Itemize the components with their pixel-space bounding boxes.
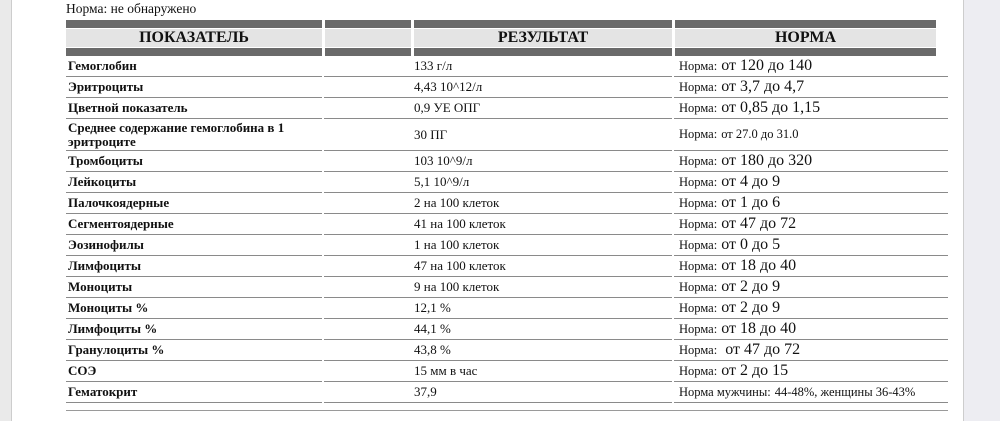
- norm-prefix: Норма:: [679, 300, 718, 315]
- result-cell: [324, 151, 672, 172]
- indicator-label: Цветной показатель: [68, 100, 188, 115]
- norm-value: от 18 до 40: [721, 320, 797, 337]
- result-cell: [324, 256, 672, 277]
- result-cell: [324, 319, 672, 340]
- lab-results-table: [66, 20, 948, 411]
- result-value: 1 на 100 клеток: [414, 237, 500, 252]
- header-top-bar: [414, 20, 672, 28]
- norm-cell: [674, 382, 948, 403]
- header-label: НОРМА: [675, 29, 936, 47]
- norm-value: от 27.0 до 31.0: [721, 127, 799, 141]
- norm-cell: [674, 151, 948, 172]
- norm-cell: [674, 193, 948, 214]
- result-value: 43,8 %: [414, 342, 451, 357]
- norm-prefix: Норма:: [679, 237, 718, 252]
- norm-prefix: Норма мужчины:: [679, 384, 771, 399]
- norm-prefix: Норма:: [679, 174, 718, 189]
- result-value: 15 мм в час: [414, 363, 478, 378]
- indicator-cell: [66, 298, 322, 319]
- norm-value: от 2 до 9: [721, 278, 781, 295]
- table-row: [66, 340, 948, 361]
- indicator-cell: [66, 340, 322, 361]
- table-row: [66, 361, 948, 382]
- header-cell-spacer: [325, 20, 411, 56]
- norm-value: от 120 до 140: [721, 57, 813, 74]
- result-value: 2 на 100 клеток: [414, 195, 500, 210]
- norm-value: от 3,7 до 4,7: [721, 78, 805, 95]
- indicator-cell: [66, 235, 322, 256]
- result-cell: [324, 277, 672, 298]
- norm-prefix: Норма:: [679, 79, 718, 94]
- table-row: [66, 214, 948, 235]
- norm-cell: [674, 172, 948, 193]
- result-cell: [324, 98, 672, 119]
- indicator-label: Тромбоциты: [68, 153, 143, 168]
- result-cell: [324, 235, 672, 256]
- result-value: 103 10^9/л: [414, 153, 473, 168]
- indicator-cell: [66, 277, 322, 298]
- result-value: 12,1 %: [414, 300, 451, 315]
- norm-cell: [674, 277, 948, 298]
- header-bottom-bar: [325, 48, 411, 56]
- norm-prefix: Норма:: [679, 363, 718, 378]
- result-value: 41 на 100 клеток: [414, 216, 506, 231]
- norm-value: от 47 до 72: [721, 215, 797, 232]
- table-row: [66, 382, 948, 403]
- page-right-margin: [963, 0, 1000, 421]
- indicator-label: Моноциты %: [68, 300, 149, 315]
- norm-value: от 180 до 320: [721, 152, 813, 169]
- indicator-cell: [66, 56, 322, 77]
- table-row: [66, 77, 948, 98]
- result-value: 4,43 10^12/л: [414, 79, 483, 94]
- header-label: ПОКАЗАТЕЛЬ: [66, 29, 322, 47]
- norm-cell: [674, 77, 948, 98]
- table-bottom-rule: [66, 410, 948, 411]
- header-top-bar: [66, 20, 322, 28]
- indicator-cell: [66, 256, 322, 277]
- indicator-label: Лейкоциты: [68, 174, 137, 189]
- result-value: 0,9 УЕ ОПГ: [414, 100, 481, 115]
- result-cell: [324, 56, 672, 77]
- indicator-cell: [66, 77, 322, 98]
- norm-prefix: Норма:: [679, 153, 718, 168]
- indicator-cell: [66, 382, 322, 403]
- norm-value: 44-48%, женщины 36-43%: [774, 384, 916, 399]
- result-cell: [324, 214, 672, 235]
- result-value: 133 г/л: [414, 58, 453, 73]
- result-value: 47 на 100 клеток: [414, 258, 506, 273]
- header-label: РЕЗУЛЬТАТ: [414, 29, 672, 47]
- result-cell: [324, 193, 672, 214]
- header-cell-indicator: [66, 20, 322, 56]
- result-cell: [324, 382, 672, 403]
- header-label: [325, 29, 411, 47]
- table-row: [66, 256, 948, 277]
- indicator-label: Гематокрит: [68, 384, 138, 399]
- norm-cell: [674, 361, 948, 382]
- indicator-label: Моноциты: [68, 279, 133, 294]
- norm-value: от 0 до 5: [721, 236, 781, 253]
- norm-value: от 0,85 до 1,15: [721, 99, 821, 116]
- norm-cell: [674, 319, 948, 340]
- result-value: 44,1 %: [414, 321, 451, 336]
- indicator-label: Эозинофилы: [68, 237, 144, 252]
- norm-cell: [674, 119, 948, 151]
- header-top-bar: [675, 20, 936, 28]
- norm-prefix: Норма:: [679, 100, 718, 115]
- indicator-label: Среднее содержание гемоглобина в 1 эритроците: [68, 119, 285, 149]
- result-value: 9 на 100 клеток: [414, 279, 500, 294]
- norm-value: от 2 до 9: [721, 299, 781, 316]
- norm-prefix: Норма:: [679, 258, 718, 273]
- indicator-label: Гранулоциты %: [68, 342, 165, 357]
- indicator-label: Лимфоциты %: [68, 321, 158, 336]
- result-value: 5,1 10^9/л: [414, 174, 470, 189]
- table-header-row: [66, 20, 933, 56]
- table-row: [66, 119, 948, 151]
- indicator-label: Сегментоядерные: [68, 216, 174, 231]
- indicator-label: Палочкоядерные: [68, 195, 170, 210]
- table-row: [66, 56, 948, 77]
- indicator-label: СОЭ: [68, 363, 97, 378]
- header-cell-norm: [675, 20, 936, 56]
- result-cell: [324, 172, 672, 193]
- norm-cell: [674, 98, 948, 119]
- indicator-cell: [66, 193, 322, 214]
- result-value: 37,9: [414, 384, 437, 399]
- result-cell: [324, 119, 672, 151]
- indicator-cell: [66, 319, 322, 340]
- norm-prefix: Норма:: [679, 279, 718, 294]
- norm-cell: [674, 56, 948, 77]
- norm-prefix: Норма:: [679, 321, 718, 336]
- indicator-cell: [66, 98, 322, 119]
- norm-value: от 4 до 9: [721, 173, 781, 190]
- indicator-label: Гемоглобин: [68, 58, 137, 73]
- indicator-cell: [66, 151, 322, 172]
- page-left-margin: [0, 0, 12, 421]
- header-bottom-bar: [66, 48, 322, 56]
- result-cell: [324, 298, 672, 319]
- table-row: [66, 319, 948, 340]
- table-row: [66, 172, 948, 193]
- header-bottom-bar: [414, 48, 672, 56]
- norm-value: от 1 до 6: [721, 194, 781, 211]
- norm-prefix: Норма:: [679, 195, 718, 210]
- norm-cell: [674, 298, 948, 319]
- header-bottom-bar: [675, 48, 936, 56]
- indicator-label: Лимфоциты: [68, 258, 142, 273]
- norm-prefix: Норма:: [679, 216, 718, 231]
- indicator-cell: [66, 361, 322, 382]
- indicator-cell: [66, 119, 322, 151]
- result-value: 30 ПГ: [414, 126, 448, 142]
- table-row: [66, 298, 948, 319]
- norm-value: от 2 до 15: [721, 362, 789, 379]
- norm-cell: [674, 340, 948, 361]
- header-cell-result: [414, 20, 672, 56]
- table-row: [66, 151, 948, 172]
- table-row: [66, 235, 948, 256]
- norm-value: от 47 до 72: [721, 341, 801, 358]
- norm-prefix: Норма:: [679, 127, 718, 141]
- table-body: [66, 56, 948, 403]
- norm-value: от 18 до 40: [721, 257, 797, 274]
- result-cell: [324, 361, 672, 382]
- indicator-cell: [66, 172, 322, 193]
- indicator-label: Эритроциты: [68, 79, 144, 94]
- table-row: [66, 277, 948, 298]
- result-cell: [324, 340, 672, 361]
- norm-cell: [674, 256, 948, 277]
- header-top-bar: [325, 20, 411, 28]
- indicator-cell: [66, 214, 322, 235]
- norm-prefix: Норма:: [679, 58, 718, 73]
- norm-cell: [674, 235, 948, 256]
- table-row: [66, 193, 948, 214]
- result-cell: [324, 77, 672, 98]
- top-note: Норма: не обнаружено: [66, 1, 197, 16]
- norm-cell: [674, 214, 948, 235]
- norm-prefix: Норма:: [679, 342, 718, 357]
- table-row: [66, 98, 948, 119]
